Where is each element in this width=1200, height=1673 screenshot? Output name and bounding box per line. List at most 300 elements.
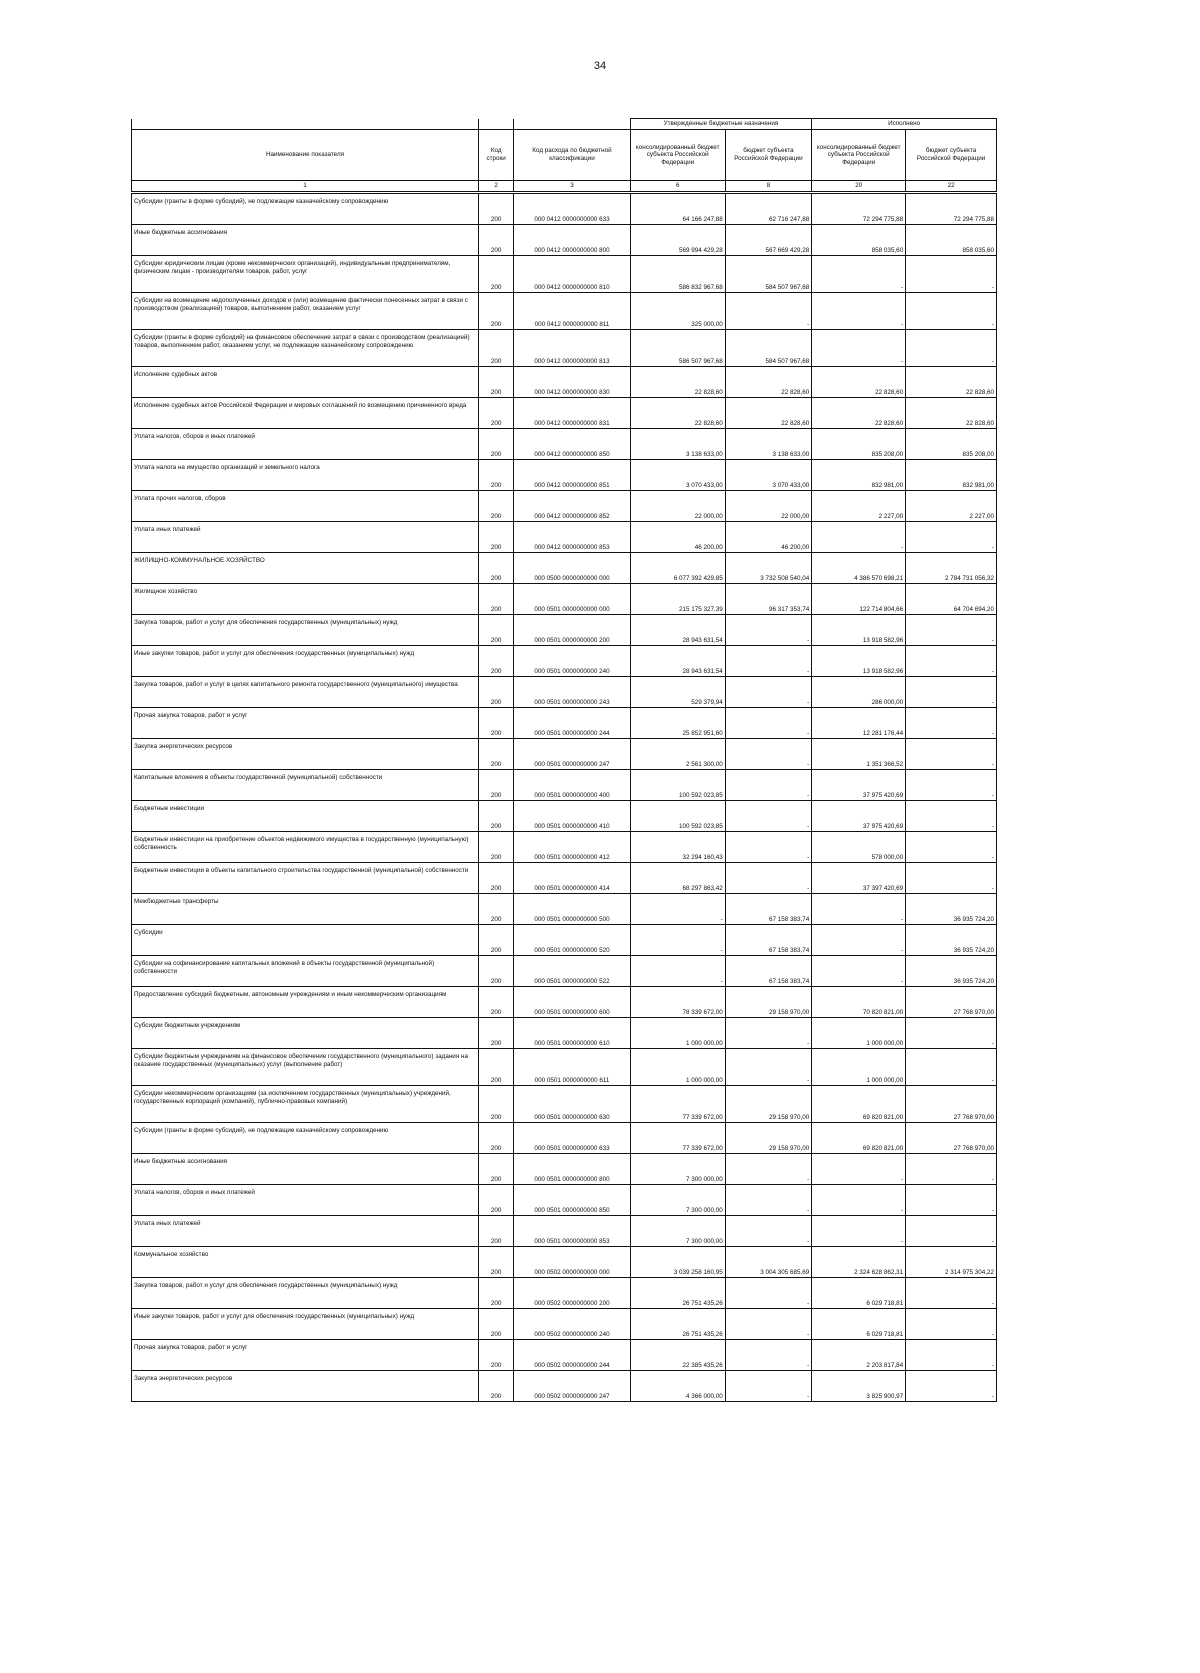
cell-name: Закупка товаров, работ и услуг в целях капитального ремонта государственного (муниципального) имущества	[132, 677, 479, 708]
cell-subject-executed: -	[906, 863, 997, 894]
cell-subject-executed: 36 935 724,20	[906, 956, 997, 987]
cell-line-code: 200	[479, 770, 514, 801]
cell-consolidated-executed: 12 281 176,44	[812, 708, 906, 739]
column-number: 6	[630, 181, 725, 193]
cell-budget-code: 000 0501 0000000000 850	[514, 1185, 630, 1216]
cell-budget-code: 000 0501 0000000000 610	[514, 1018, 630, 1049]
cell-subject-executed: 22 828,60	[906, 398, 997, 429]
cell-consolidated-executed: 578 000,00	[812, 832, 906, 863]
cell-consolidated-executed: 2 324 628 862,31	[812, 1247, 906, 1278]
cell-subject-executed: -	[906, 330, 997, 367]
table-row	[132, 925, 997, 956]
cell-line-code: 200	[479, 894, 514, 925]
cell-name: Субсидии (гранты в форме субсидий), не подлежащие казначейскому сопровождению	[132, 193, 479, 225]
cell-subject-executed: 2 784 731 056,32	[906, 553, 997, 584]
cell-name: Предоставление субсидий бюджетным, автономным учреждениям и иным некоммерческим организациям	[132, 987, 479, 1018]
table-row	[132, 1247, 997, 1278]
cell-name: Субсидии юридическим лицам (кроме некоммерческих организаций), индивидуальным предпринимателям, физическим лицам - производителям товаров, работ, услуг	[132, 256, 479, 293]
header-spacer	[514, 119, 630, 130]
table-row	[132, 770, 997, 801]
cell-name: Закупка товаров, работ и услуг для обеспечения государственных (муниципальных) нужд	[132, 615, 479, 646]
cell-name: Иные закупки товаров, работ и услуг для обеспечения государственных (муниципальных) нужд	[132, 646, 479, 677]
cell-budget-code: 000 0501 0000000000 412	[514, 832, 630, 863]
cell-consolidated-approved: 2 561 300,00	[630, 739, 725, 770]
cell-consolidated-executed: 1 000 000,00	[812, 1049, 906, 1086]
budget-execution-table	[131, 118, 997, 1402]
header-spacer	[479, 119, 514, 130]
cell-line-code: 200	[479, 225, 514, 256]
cell-name: Закупка товаров, работ и услуг для обеспечения государственных (муниципальных) нужд	[132, 1278, 479, 1309]
cell-subject-executed: -	[906, 293, 997, 330]
cell-budget-code: 000 0500 0000000000 000	[514, 553, 630, 584]
cell-budget-code: 000 0412 0000000000 813	[514, 330, 630, 367]
cell-budget-code: 000 0501 0000000000 600	[514, 987, 630, 1018]
cell-consolidated-executed: 1 351 366,52	[812, 739, 906, 770]
cell-line-code: 200	[479, 708, 514, 739]
cell-name: Коммунальное хозяйство	[132, 1247, 479, 1278]
cell-budget-code: 000 0412 0000000000 810	[514, 256, 630, 293]
cell-budget-code: 000 0412 0000000000 852	[514, 491, 630, 522]
cell-line-code: 200	[479, 522, 514, 553]
cell-line-code: 200	[479, 615, 514, 646]
table-row	[132, 646, 997, 677]
column-number: 1	[132, 181, 479, 193]
cell-subject-approved: -	[725, 1340, 812, 1371]
table-row	[132, 193, 997, 225]
cell-subject-approved: -	[725, 646, 812, 677]
cell-name: Бюджетные инвестиции	[132, 801, 479, 832]
cell-consolidated-executed: -	[812, 522, 906, 553]
table-row	[132, 330, 997, 367]
header-spacer	[132, 119, 479, 130]
cell-consolidated-approved: 26 751 435,26	[630, 1278, 725, 1309]
cell-consolidated-executed: 6 029 718,81	[812, 1309, 906, 1340]
cell-name: Исполнение судебных актов Российской Федерации и мировых соглашений по возмещению причиненного вреда	[132, 398, 479, 429]
cell-budget-code: 000 0502 0000000000 240	[514, 1309, 630, 1340]
cell-subject-approved: -	[725, 615, 812, 646]
cell-consolidated-executed: 286 000,00	[812, 677, 906, 708]
table-row	[132, 491, 997, 522]
cell-consolidated-executed: 22 828,60	[812, 367, 906, 398]
cell-line-code: 200	[479, 553, 514, 584]
column-number: 3	[514, 181, 630, 193]
cell-name: Субсидии бюджетным учреждениям	[132, 1018, 479, 1049]
cell-subject-approved: 46 200,00	[725, 522, 812, 553]
cell-consolidated-executed: 37 975 420,69	[812, 770, 906, 801]
cell-name: Уплата иных платежей	[132, 1216, 479, 1247]
table-row	[132, 256, 997, 293]
cell-consolidated-approved: 7 300 000,00	[630, 1216, 725, 1247]
cell-subject-approved: 584 507 967,68	[725, 256, 812, 293]
cell-subject-approved: 67 158 383,74	[725, 956, 812, 987]
cell-subject-executed: -	[906, 1185, 997, 1216]
cell-consolidated-approved: 325 000,00	[630, 293, 725, 330]
cell-line-code: 200	[479, 956, 514, 987]
cell-line-code: 200	[479, 1049, 514, 1086]
cell-subject-executed: -	[906, 708, 997, 739]
cell-consolidated-executed: 1 000 000,00	[812, 1018, 906, 1049]
table-row	[132, 460, 997, 491]
column-number: 8	[725, 181, 812, 193]
cell-consolidated-approved: 7 300 000,00	[630, 1154, 725, 1185]
cell-name: Субсидии некоммерческим организациям (за исключением государственных (муниципальных) учреждений, государственных корпораций (компаний), публично-правовых компаний)	[132, 1086, 479, 1123]
cell-line-code: 200	[479, 293, 514, 330]
cell-line-code: 200	[479, 1371, 514, 1402]
cell-consolidated-approved: -	[630, 925, 725, 956]
cell-consolidated-approved: 1 000 000,00	[630, 1049, 725, 1086]
cell-consolidated-approved: 1 000 000,00	[630, 1018, 725, 1049]
cell-consolidated-approved: 586 507 967,68	[630, 330, 725, 367]
cell-consolidated-approved: 215 175 327,39	[630, 584, 725, 615]
cell-subject-approved: -	[725, 1154, 812, 1185]
table-row	[132, 863, 997, 894]
cell-name: Исполнение судебных актов	[132, 367, 479, 398]
cell-consolidated-approved: 64 166 247,88	[630, 193, 725, 225]
cell-subject-executed: 72 294 775,88	[906, 193, 997, 225]
cell-line-code: 200	[479, 429, 514, 460]
cell-subject-executed: -	[906, 646, 997, 677]
cell-name: Иные закупки товаров, работ и услуг для обеспечения государственных (муниципальных) нужд	[132, 1309, 479, 1340]
cell-consolidated-executed: 37 975 420,69	[812, 801, 906, 832]
cell-subject-executed: -	[906, 832, 997, 863]
cell-subject-approved: -	[725, 1278, 812, 1309]
cell-budget-code: 000 0502 0000000000 244	[514, 1340, 630, 1371]
cell-budget-code: 000 0501 0000000000 522	[514, 956, 630, 987]
table-row	[132, 708, 997, 739]
cell-subject-approved: -	[725, 1309, 812, 1340]
cell-subject-executed: -	[906, 1371, 997, 1402]
cell-consolidated-executed: -	[812, 956, 906, 987]
cell-consolidated-approved: 529 379,94	[630, 677, 725, 708]
cell-subject-approved: 67 158 383,74	[725, 894, 812, 925]
cell-subject-approved: 22 000,00	[725, 491, 812, 522]
cell-consolidated-executed: 835 208,00	[812, 429, 906, 460]
cell-subject-approved: -	[725, 801, 812, 832]
table-row	[132, 584, 997, 615]
cell-budget-code: 000 0501 0000000000 247	[514, 739, 630, 770]
cell-line-code: 200	[479, 367, 514, 398]
cell-consolidated-approved: 6 077 392 429,85	[630, 553, 725, 584]
cell-budget-code: 000 0412 0000000000 811	[514, 293, 630, 330]
cell-subject-approved: 3 732 508 540,04	[725, 553, 812, 584]
cell-name: Иные бюджетные ассигнования	[132, 225, 479, 256]
cell-budget-code: 000 0412 0000000000 850	[514, 429, 630, 460]
cell-subject-executed: -	[906, 256, 997, 293]
cell-subject-approved: -	[725, 863, 812, 894]
cell-subject-executed: -	[906, 1049, 997, 1086]
cell-name: ЖИЛИЩНО-КОММУНАЛЬНОЕ ХОЗЯЙСТВО	[132, 553, 479, 584]
cell-line-code: 200	[479, 1123, 514, 1154]
cell-consolidated-approved: 586 832 967,68	[630, 256, 725, 293]
cell-subject-approved: 29 158 970,00	[725, 987, 812, 1018]
cell-budget-code: 000 0501 0000000000 800	[514, 1154, 630, 1185]
cell-line-code: 200	[479, 1309, 514, 1340]
table-row	[132, 1154, 997, 1185]
cell-line-code: 200	[479, 584, 514, 615]
cell-subject-approved: -	[725, 1371, 812, 1402]
column-header-subject-executed: бюджет субъекта Российской Федерации	[906, 130, 997, 181]
table-row	[132, 1340, 997, 1371]
cell-consolidated-executed: 69 820 821,00	[812, 1086, 906, 1123]
cell-consolidated-approved: 25 852 951,60	[630, 708, 725, 739]
table-row	[132, 1309, 997, 1340]
column-header-kbk: Код расхода по бюджетной классификации	[514, 130, 630, 181]
cell-consolidated-approved: 22 000,00	[630, 491, 725, 522]
cell-consolidated-approved: 22 828,60	[630, 398, 725, 429]
cell-subject-executed: 36 935 724,20	[906, 894, 997, 925]
cell-consolidated-executed: 72 294 775,88	[812, 193, 906, 225]
cell-subject-executed: -	[906, 770, 997, 801]
column-header-subject-approved: бюджет субъекта Российской Федерации	[725, 130, 812, 181]
cell-subject-executed: 27 768 970,00	[906, 1086, 997, 1123]
cell-consolidated-approved: 3 070 433,00	[630, 460, 725, 491]
cell-name: Субсидии на возмещение недополученных доходов и (или) возмещение фактически понесенных затрат в связи с производством (реализацией) товаров, выполнением работ, оказанием услуг	[132, 293, 479, 330]
cell-consolidated-approved: 22 385 435,26	[630, 1340, 725, 1371]
cell-subject-executed: 2 227,00	[906, 491, 997, 522]
column-number: 20	[812, 181, 906, 193]
cell-budget-code: 000 0501 0000000000 500	[514, 894, 630, 925]
cell-consolidated-executed: 2 203 817,84	[812, 1340, 906, 1371]
cell-subject-executed: -	[906, 801, 997, 832]
cell-subject-approved: 67 158 383,74	[725, 925, 812, 956]
cell-subject-executed: -	[906, 1309, 997, 1340]
cell-budget-code: 000 0412 0000000000 853	[514, 522, 630, 553]
cell-consolidated-executed: 6 029 718,81	[812, 1278, 906, 1309]
column-header-code: Код строки	[479, 130, 514, 181]
cell-subject-approved: 96 317 353,74	[725, 584, 812, 615]
cell-budget-code: 000 0501 0000000000 240	[514, 646, 630, 677]
cell-subject-approved: 3 138 633,00	[725, 429, 812, 460]
table-row	[132, 1185, 997, 1216]
cell-budget-code: 000 0412 0000000000 851	[514, 460, 630, 491]
table-row	[132, 801, 997, 832]
table-body	[132, 193, 997, 1402]
cell-consolidated-approved: -	[630, 894, 725, 925]
cell-name: Капитальные вложения в объекты государственной (муниципальной) собственности	[132, 770, 479, 801]
cell-subject-approved: 567 669 429,28	[725, 225, 812, 256]
cell-name: Закупка энергетических ресурсов	[132, 1371, 479, 1402]
cell-consolidated-approved: 26 751 435,26	[630, 1309, 725, 1340]
cell-name: Уплата налога на имущество организаций и земельного налога	[132, 460, 479, 491]
cell-subject-executed: -	[906, 615, 997, 646]
cell-consolidated-approved: 77 339 672,00	[630, 1086, 725, 1123]
cell-budget-code: 000 0412 0000000000 800	[514, 225, 630, 256]
table-row	[132, 739, 997, 770]
table-row	[132, 677, 997, 708]
cell-subject-approved: -	[725, 832, 812, 863]
cell-budget-code: 000 0502 0000000000 000	[514, 1247, 630, 1278]
table-row	[132, 987, 997, 1018]
cell-subject-approved: -	[725, 770, 812, 801]
column-header-consolidated-executed: консолидированный бюджет субъекта Российской Федерации	[812, 130, 906, 181]
cell-budget-code: 000 0501 0000000000 410	[514, 801, 630, 832]
table-row	[132, 1018, 997, 1049]
cell-consolidated-approved: 4 366 000,00	[630, 1371, 725, 1402]
cell-budget-code: 000 0501 0000000000 244	[514, 708, 630, 739]
cell-subject-executed: -	[906, 1340, 997, 1371]
cell-name: Бюджетные инвестиции на приобретение объектов недвижимого имущества в государственную (муниципальную) собственность	[132, 832, 479, 863]
table-row	[132, 429, 997, 460]
cell-subject-approved: 3 004 305 685,69	[725, 1247, 812, 1278]
cell-subject-approved: -	[725, 739, 812, 770]
cell-name: Иные бюджетные ассигнования	[132, 1154, 479, 1185]
cell-subject-executed: 27 768 970,00	[906, 987, 997, 1018]
cell-consolidated-executed: 832 981,00	[812, 460, 906, 491]
cell-subject-executed: -	[906, 1278, 997, 1309]
cell-consolidated-approved: 77 339 672,00	[630, 1123, 725, 1154]
cell-name: Прочая закупка товаров, работ и услуг	[132, 1340, 479, 1371]
cell-budget-code: 000 0501 0000000000 414	[514, 863, 630, 894]
cell-name: Жилищное хозяйство	[132, 584, 479, 615]
cell-consolidated-executed: 22 828,60	[812, 398, 906, 429]
cell-budget-code: 000 0502 0000000000 247	[514, 1371, 630, 1402]
table-row	[132, 894, 997, 925]
cell-consolidated-approved: -	[630, 956, 725, 987]
cell-subject-executed: 22 828,60	[906, 367, 997, 398]
cell-consolidated-executed: 70 820 821,00	[812, 987, 906, 1018]
cell-subject-executed: -	[906, 677, 997, 708]
cell-consolidated-executed: -	[812, 256, 906, 293]
cell-subject-approved: 22 828,60	[725, 398, 812, 429]
cell-budget-code: 000 0412 0000000000 633	[514, 193, 630, 225]
cell-name: Уплата иных платежей	[132, 522, 479, 553]
cell-consolidated-executed: -	[812, 293, 906, 330]
table-row	[132, 293, 997, 330]
cell-budget-code: 000 0412 0000000000 830	[514, 367, 630, 398]
cell-consolidated-executed: 69 820 821,00	[812, 1123, 906, 1154]
cell-subject-approved: 22 828,60	[725, 367, 812, 398]
cell-budget-code: 000 0501 0000000000 243	[514, 677, 630, 708]
cell-subject-approved: -	[725, 1049, 812, 1086]
column-number: 2	[479, 181, 514, 193]
cell-consolidated-approved: 28 943 631,54	[630, 615, 725, 646]
cell-consolidated-approved: 7 300 000,00	[630, 1185, 725, 1216]
cell-line-code: 200	[479, 801, 514, 832]
cell-line-code: 200	[479, 398, 514, 429]
cell-subject-approved: 3 070 433,00	[725, 460, 812, 491]
table-row	[132, 1123, 997, 1154]
cell-line-code: 200	[479, 1340, 514, 1371]
cell-line-code: 200	[479, 1154, 514, 1185]
cell-subject-approved: 29 158 970,00	[725, 1086, 812, 1123]
table-row	[132, 398, 997, 429]
cell-budget-code: 000 0501 0000000000 400	[514, 770, 630, 801]
cell-consolidated-executed: 858 035,60	[812, 225, 906, 256]
cell-consolidated-executed: -	[812, 894, 906, 925]
cell-line-code: 200	[479, 1247, 514, 1278]
table-row	[132, 553, 997, 584]
cell-budget-code: 000 0501 0000000000 611	[514, 1049, 630, 1086]
cell-name: Субсидии	[132, 925, 479, 956]
cell-line-code: 200	[479, 1185, 514, 1216]
cell-budget-code: 000 0412 0000000000 831	[514, 398, 630, 429]
cell-consolidated-approved: 100 592 023,85	[630, 801, 725, 832]
cell-consolidated-approved: 569 994 429,28	[630, 225, 725, 256]
cell-consolidated-executed: -	[812, 1185, 906, 1216]
table-row	[132, 225, 997, 256]
cell-line-code: 200	[479, 863, 514, 894]
column-number: 22	[906, 181, 997, 193]
cell-line-code: 200	[479, 832, 514, 863]
group-approved-header: Утвержденные бюджетные назначения	[630, 119, 812, 130]
cell-name: Прочая закупка товаров, работ и услуг	[132, 708, 479, 739]
cell-subject-approved: -	[725, 1216, 812, 1247]
cell-name: Закупка энергетических ресурсов	[132, 739, 479, 770]
cell-consolidated-executed: 3 825 900,97	[812, 1371, 906, 1402]
cell-subject-approved: 62 716 247,88	[725, 193, 812, 225]
cell-line-code: 200	[479, 193, 514, 225]
cell-subject-executed: 835 208,00	[906, 429, 997, 460]
cell-consolidated-approved: 100 592 023,85	[630, 770, 725, 801]
group-executed-header: Исполнено	[812, 119, 997, 130]
cell-subject-executed: 36 935 724,20	[906, 925, 997, 956]
cell-consolidated-executed: 13 918 582,96	[812, 646, 906, 677]
cell-subject-executed: -	[906, 739, 997, 770]
cell-consolidated-executed: 13 918 582,96	[812, 615, 906, 646]
cell-subject-approved: -	[725, 293, 812, 330]
cell-line-code: 200	[479, 1086, 514, 1123]
table-row	[132, 956, 997, 987]
cell-consolidated-executed: -	[812, 925, 906, 956]
cell-name: Уплата налогов, сборов и иных платежей	[132, 1185, 479, 1216]
cell-subject-executed: 832 981,00	[906, 460, 997, 491]
cell-line-code: 200	[479, 739, 514, 770]
table-row	[132, 1278, 997, 1309]
cell-consolidated-executed: -	[812, 1154, 906, 1185]
table-row	[132, 1216, 997, 1247]
cell-subject-executed: 858 035,60	[906, 225, 997, 256]
cell-line-code: 200	[479, 1018, 514, 1049]
cell-subject-executed: 2 314 975 304,22	[906, 1247, 997, 1278]
cell-budget-code: 000 0501 0000000000 520	[514, 925, 630, 956]
cell-line-code: 200	[479, 491, 514, 522]
cell-consolidated-approved: 28 943 631,54	[630, 646, 725, 677]
cell-name: Бюджетные инвестиции в объекты капитального строительства государственной (муниципальной) собственности	[132, 863, 479, 894]
cell-budget-code: 000 0501 0000000000 853	[514, 1216, 630, 1247]
cell-budget-code: 000 0501 0000000000 630	[514, 1086, 630, 1123]
cell-line-code: 200	[479, 987, 514, 1018]
cell-budget-code: 000 0501 0000000000 200	[514, 615, 630, 646]
table-row	[132, 1086, 997, 1123]
cell-consolidated-approved: 68 297 863,42	[630, 863, 725, 894]
cell-line-code: 200	[479, 460, 514, 491]
cell-consolidated-executed: -	[812, 330, 906, 367]
cell-budget-code: 000 0502 0000000000 200	[514, 1278, 630, 1309]
cell-consolidated-approved: 22 828,60	[630, 367, 725, 398]
cell-budget-code: 000 0501 0000000000 000	[514, 584, 630, 615]
cell-subject-approved: 584 507 967,68	[725, 330, 812, 367]
page-number: 34	[593, 60, 607, 72]
cell-subject-executed: -	[906, 1216, 997, 1247]
table-row	[132, 1049, 997, 1086]
table-row	[132, 615, 997, 646]
cell-subject-executed: 27 768 970,00	[906, 1123, 997, 1154]
cell-subject-executed: -	[906, 522, 997, 553]
cell-consolidated-executed: 2 227,00	[812, 491, 906, 522]
cell-name: Уплата прочих налогов, сборов	[132, 491, 479, 522]
table-row	[132, 367, 997, 398]
cell-line-code: 200	[479, 330, 514, 367]
cell-subject-approved: -	[725, 1018, 812, 1049]
cell-consolidated-executed: 37 397 420,69	[812, 863, 906, 894]
cell-consolidated-approved: 32 294 160,43	[630, 832, 725, 863]
table-row	[132, 1371, 997, 1402]
cell-line-code: 200	[479, 256, 514, 293]
column-header-consolidated-approved: консолидированный бюджет субъекта Российской Федерации	[630, 130, 725, 181]
cell-subject-executed: -	[906, 1018, 997, 1049]
cell-subject-approved: -	[725, 708, 812, 739]
cell-budget-code: 000 0501 0000000000 633	[514, 1123, 630, 1154]
